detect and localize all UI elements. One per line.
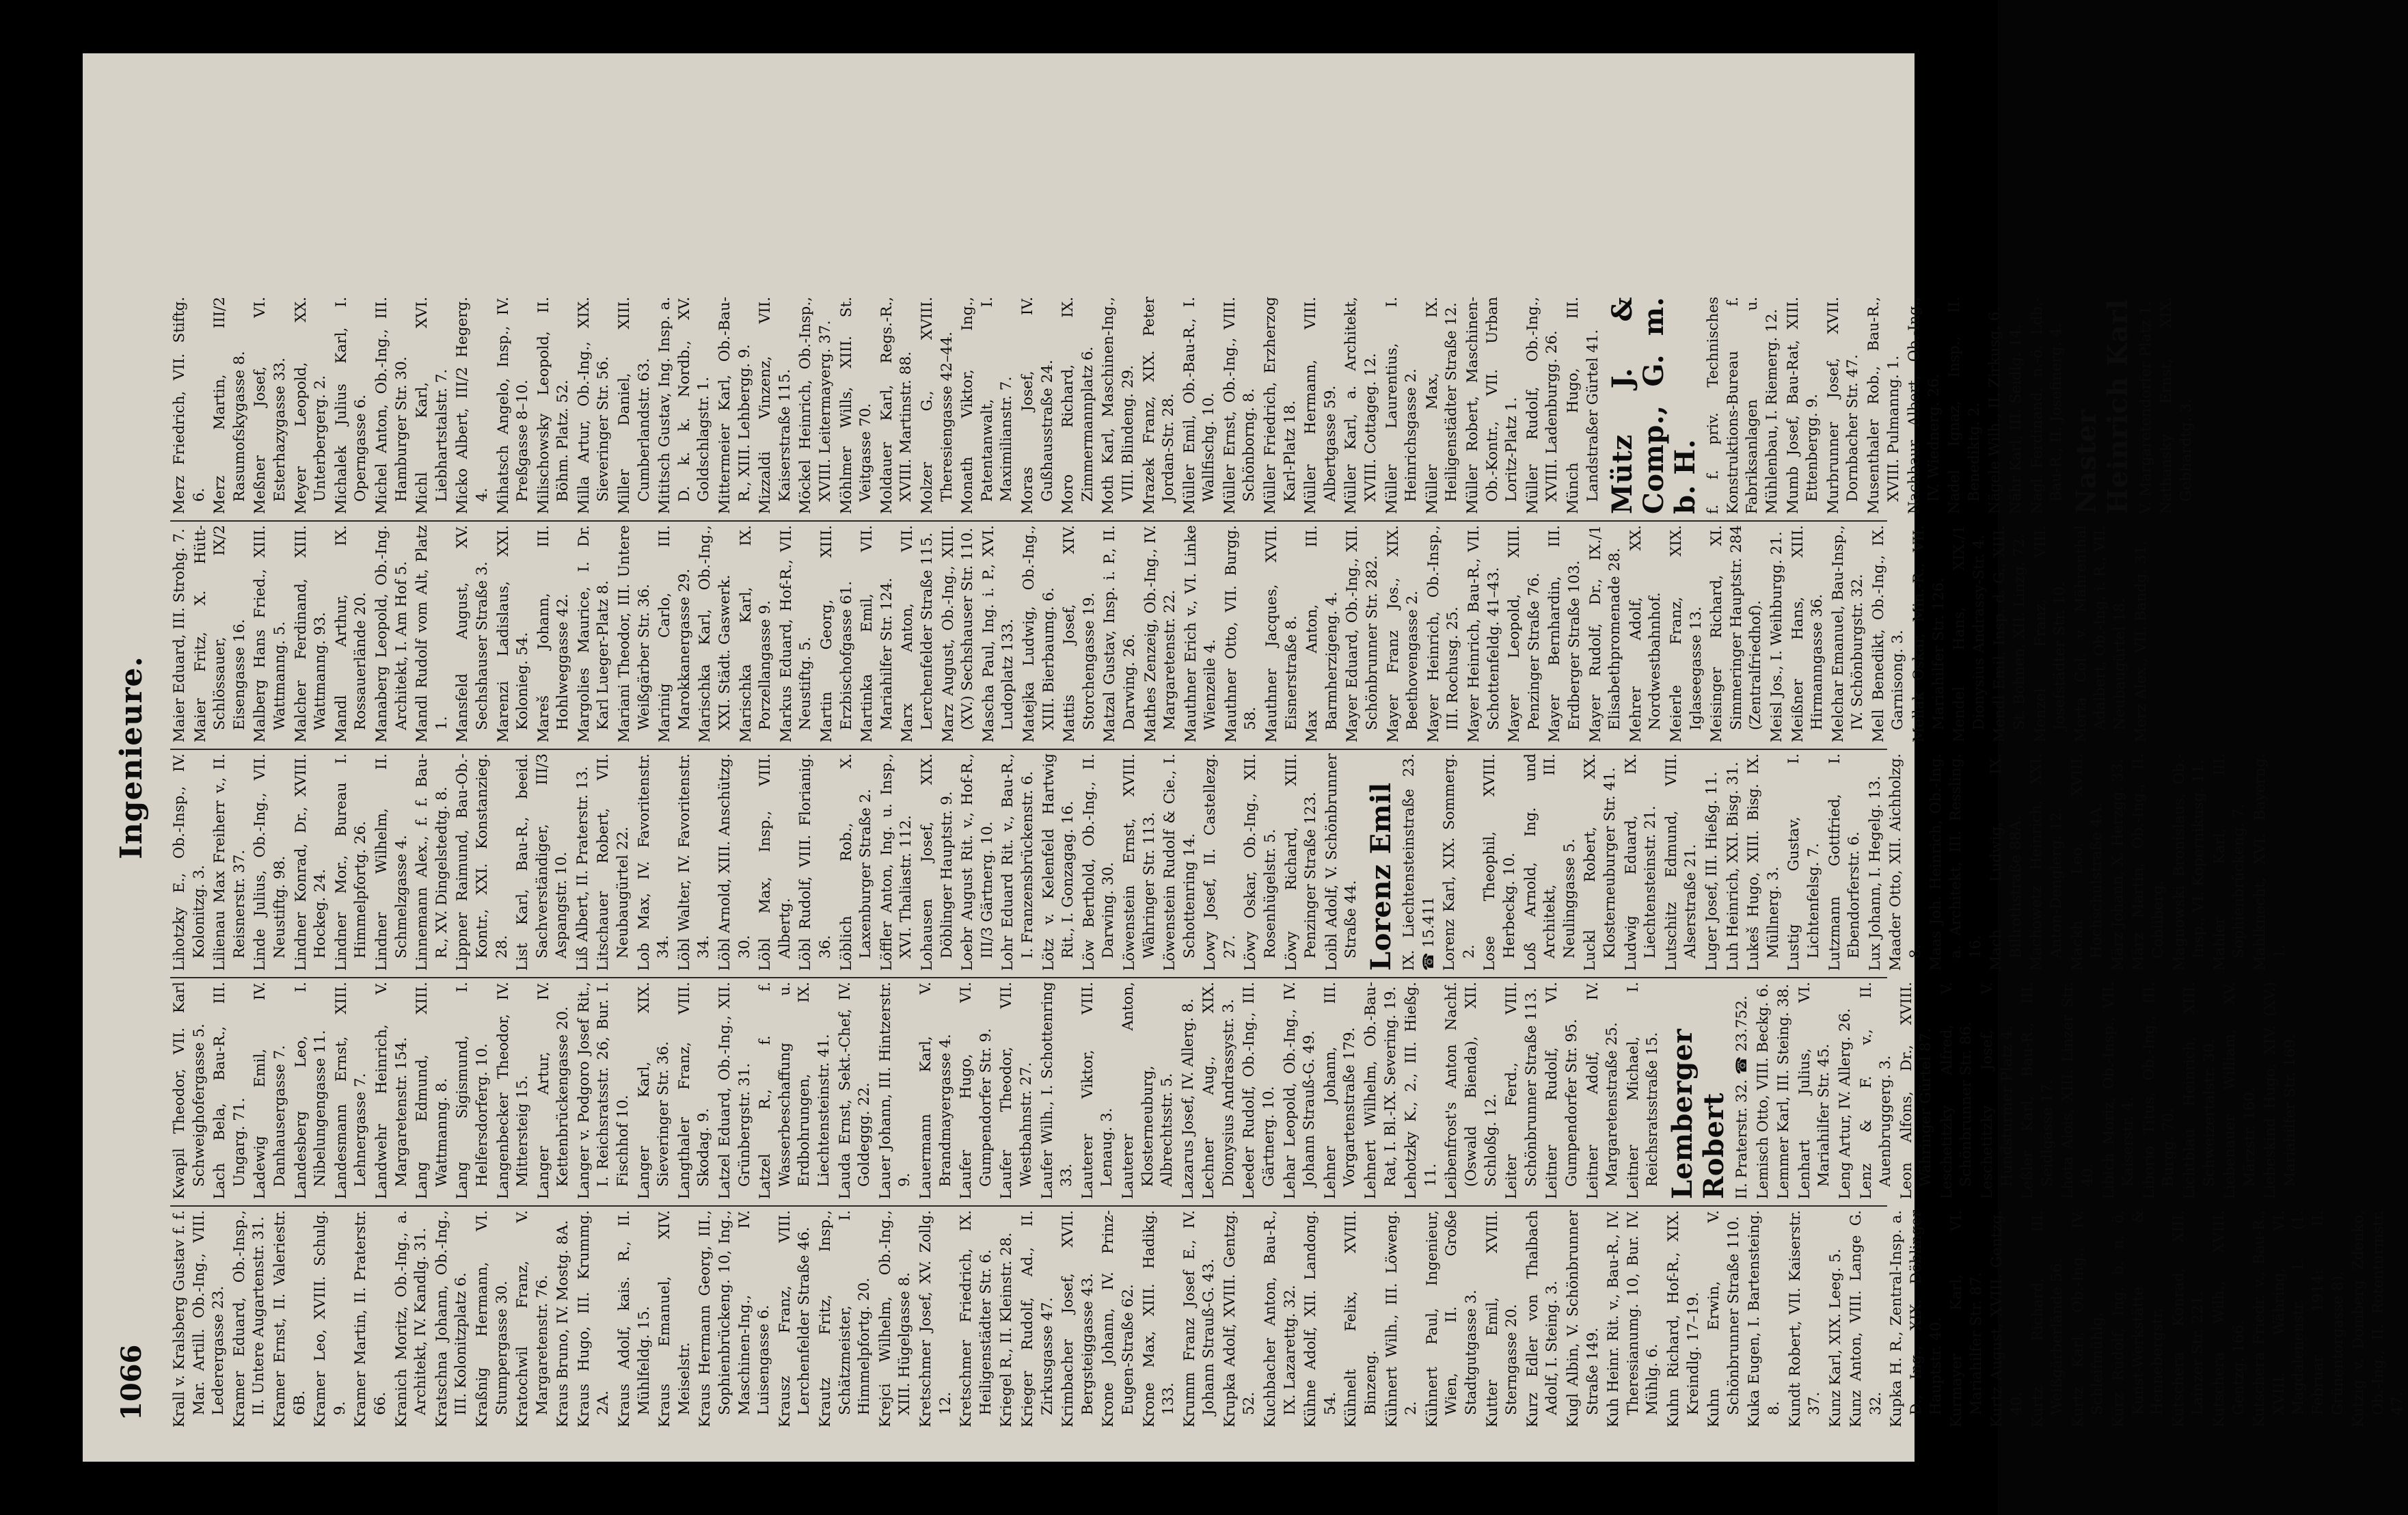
- directory-entry: Lux Johann, I. Hegelg. 13.: [1866, 775, 1884, 971]
- directory-entry: Müller Rudolf, Ob.-Ing., XVIII. Ladenburgg. 26.: [1524, 297, 1561, 514]
- directory-entry: Kurtz Richard, III. Weißgärberlände 56.: [2029, 1210, 2066, 1427]
- directory-entry: Löw Berthold, Ob.-Ing., II. Darwing. 30.: [1080, 753, 1118, 971]
- directory-entry: Löwy Oskar, Ob.-Ing., XII. Rosenhügelstr. 5.: [1242, 753, 1280, 971]
- directory-entry: Laufer Hugo, VI. Gumpendorfer Str. 9.: [958, 982, 995, 1199]
- directory-entry: Lutschitz Edmund, VIII. Alserstraße 21.: [1662, 753, 1700, 971]
- directory-entry: Kramer Martin, II. Praterstr. 66.: [352, 1210, 389, 1427]
- directory-entry: Mariani Theodor, III. Untere Weißgärber Str. 36.: [616, 525, 653, 742]
- directory-entry: Mell Benedikt, Ob.-Ing., IX. Garnisong. 3.: [1869, 525, 1907, 742]
- page-header: [109, 94, 157, 1421]
- directory-entry: Lowy Josef, II. Castellezg. 27.: [1202, 753, 1239, 971]
- directory-entry: Monath Viktor, Ing., Patentanwalt, I. Maximilianstr. 7.: [959, 297, 1016, 514]
- directory-entry: Matejka Ludwig, Ob.-Ing., XIII. Bierbaumg. 6.: [1020, 525, 1057, 742]
- directory-entry: Meisl Jos., I. Weihburgg. 21.: [1768, 531, 1785, 742]
- directory-entry: Latzel Eduard, Ob.-Ing., XII. Grünbergstr. 31.: [716, 982, 753, 1199]
- directory-entry: Loibl Adolf, V. Schönbrunner Straße 44.: [1323, 753, 1360, 971]
- directory-entry: Manaberg Leopold, Ob.-Ing. Architekt, I. Am Hof 5.: [373, 525, 410, 742]
- directory-entry: Maier Fritz, X. Hütt-Schlössauer, IX/2 Eisengasse 16.: [191, 525, 248, 742]
- directory-entry: Lach Bela, Bau-R., III. Ungarg. 71.: [211, 982, 248, 1199]
- directory-entry: Nadel Ignaz, Insp., II. Benediktg. 2.: [1946, 297, 1983, 514]
- directory-entry: Mayer Franz Jos., XIX. Beethovengasse 2.: [1384, 525, 1422, 742]
- directory-entry: Meyer Leopold, XX. Unterbergerg. 2.: [292, 297, 329, 514]
- directory-entry: Löffler Anton, Ing. u. Insp., XVI. Thaliastr. 112.: [878, 753, 915, 971]
- directory-entry: Luh Heinrich, XXI. Bisg. 31.: [1724, 762, 1742, 971]
- directory-entry: Langer Artur, IV. Kettenbrückengasse 20.: [535, 982, 572, 1199]
- directory-entry: Lehotzky K., 2., III. Hießg. 11.: [1403, 982, 1439, 1199]
- advertisement-name: Naster Heinrich Karl: [2070, 299, 2134, 514]
- directory-entry: Mayer Leopold, XIII. Penzinger Straße 76.: [1506, 525, 1543, 742]
- directory-entry: Molzer G., XVIII. Theresiengasse 42–44.: [918, 297, 956, 514]
- advertisement-name: Mütz J. & Comp., G. m. b. H.: [1606, 297, 1702, 514]
- directory-entry: Krausz Franz, VIII. Lerchenfelder Straße 46.: [776, 1210, 813, 1427]
- directory-entry: Krejci Wilhelm, Ob.-Ing., XIII. Hügelgasse 8.: [876, 1210, 914, 1427]
- directory-entry: Machowetz Heinrich, XXI. Anton-Denglerg. 12.: [2028, 753, 2066, 971]
- directory-entry: Mittermeier Karl, Ob.-Bau-R., XIII. Lehbergg. 9.: [716, 297, 753, 514]
- directory-entry: Loß Arnold, Ing. und Architekt, III. Neulinggasse 5.: [1521, 753, 1578, 971]
- directory-entry: Kranich Moritz, Ob.-Ing., a. Architekt, IV. Kandlg. 31.: [392, 1210, 430, 1427]
- page-number: 1066: [116, 1344, 148, 1421]
- directory-entry: Krimbacher Josef, XVII. Bergsteiggasse 43.: [1059, 1210, 1096, 1427]
- directory-page: [83, 53, 2407, 1462]
- directory-entry: Landesmann Ernst, XIII. Lehnergasse 7.: [332, 982, 370, 1199]
- directory-entry: Mumb Josef, Bau-Rat, XIII. Ettenbergg. 9.: [1784, 297, 1822, 514]
- directory-entry: Kramer Ernst, II. Valeriestr. 6B.: [271, 1210, 308, 1427]
- directory-entry: Müller Ernst, Ob.-Ing., VIII. Schönborng. 8.: [1221, 297, 1258, 514]
- directory-entry: Leibenfrost's Anton Nachf. (Oswald Bienda), XII. Schloßg. 12.: [1443, 982, 1500, 1199]
- directory-entry: Lemisch Otto, VIII. Beckg. 6.: [1754, 983, 1772, 1199]
- directory-entry: Kutschera Konrad, XIII. Lainzer Str. 221.: [2169, 1210, 2207, 1427]
- directory-entry: Krall v. Kralsberg Gustav f. f. Mar. Artill. Ob.-Ing., VIII. Lederergasse 23.: [171, 1210, 228, 1427]
- directory-entry: Kühnelt Felix, XVIII. Binzeng.: [1342, 1210, 1380, 1427]
- directory-entry: Linde Julius, Ob.-Ing., VII. Neustiftg. 98.: [252, 753, 288, 971]
- directory-entry: Mendl Emil, Insp. d. G., XIII. St. Bohnen, XII. Linzg. 72.: [1991, 525, 2029, 742]
- directory-entry: Lindner Wilhelm, II. Schmelzgasse 4.: [373, 753, 410, 971]
- directory-entry: Mahlknecht, XVI. Bayerng. 1.: [2251, 753, 2288, 971]
- directory-entry: Löwy Richard, XIII. Penzinger Straße 123.: [1282, 753, 1320, 971]
- directory-entry: Krone Johann, IV. Prinz-Eugen-Straße 62.: [1100, 1210, 1137, 1427]
- directory-column-1: [170, 1210, 2407, 1427]
- directory-entry: Kurz Edler von Thalbach Adolf, I. Steing. 3.: [1524, 1210, 1561, 1427]
- directory-entry: Löwenstein Rudolf & Cie., I. Schottenring 14.: [1161, 753, 1198, 971]
- directory-entry: Kuchbacher Anton, Bau-R., IX. Lazarettg. 32.: [1262, 1210, 1299, 1427]
- directory-entry: Luckl Robert, XX. Klosterneuburger Str. 41.: [1582, 753, 1619, 971]
- directory-entry: Lippner Raimund, Bau-Ob.-Kontr., XXI. Konstanzieg. 28.: [454, 753, 511, 971]
- directory-entry: Leng Artur, IV. Allerg. 26.: [1836, 1008, 1854, 1199]
- directory-entry: Mendel Hans, XIX./1 Dionysius Andrassy-Str. 4.: [1951, 525, 1988, 742]
- directory-entry: Nagl Ferdinand, n.-ö. Ldb.-Bau-R., II. Josefinerg. 4.: [2028, 297, 2066, 514]
- directory-entry: Maader Otto, XII. Aichholzg. 8.: [1887, 753, 1924, 971]
- directory-entry: Maier Eduard, III. Strohg. 7.: [171, 528, 188, 742]
- directory-entry: Lhota Alois, XIII. Linzer Str. 40.: [2059, 982, 2097, 1199]
- directory-entry: Lohausen Josef, XIX. Döblinger Hauptstr. 9.: [918, 753, 956, 971]
- directory-entry: Kratochwil Franz, V. Margaretenstr. 76.: [514, 1210, 551, 1427]
- directory-entry: Mayer Bernhardin, III. Erdberger Straße 103.: [1546, 525, 1583, 742]
- directory-entry: Marischka Karl, Ob.-Ing., XXI. Städt. Gaswerk.: [696, 525, 734, 742]
- directory-entry: Meierle Franz, XIX. Iglaseegasse 13.: [1667, 525, 1705, 742]
- directory-entry: Litschauer Robert, VII. Neubaugürtel 22.: [595, 753, 632, 971]
- directory-entry: Loebr August Rit. v., Hof-R., III/3 Gärtnerg. 10.: [959, 753, 996, 971]
- directory-entry: Kramer Leo, XVIII. Schulg. 9.: [312, 1210, 349, 1427]
- directory-entry: Kutzig v. Domberg Zdenko, Ob.-Ing., II. Rotenturmstr. 47.: [2350, 1210, 2407, 1427]
- directory-entry: f. f. priv. Technisches Konstruktions-Bureau f. Fabriksanlagen u. Mühlenbau, I. Riemerg. 12.: [1705, 297, 1781, 514]
- directory-entry: Leon Alfons, Dr., XVIII. Währinger Gürtel 87.: [1897, 982, 1935, 1199]
- directory-entry: Markus Eduard, Hof-R., VII. Neustiftg. 5.: [777, 525, 815, 742]
- directory-entry: Kuhn Erwin, V. Schönbrunner Straße 110.: [1705, 1210, 1742, 1427]
- directory-entry: Kraus Emanuel, XIV. Meiselstr.: [656, 1210, 693, 1427]
- directory-entry: Marx Anton, VII. Lerchenfelder Straße 115.: [899, 525, 936, 742]
- directory-entry: Kutschera Wilh., XVIII. Gentzg. 166.: [2210, 1210, 2247, 1427]
- directory-entry: Lauterer Viktor, VIII. Lenaug. 3.: [1079, 982, 1116, 1199]
- directory-entry: Kratschna Johann, Ob.-Ing., III. Kolonitzplatz 6.: [433, 1210, 470, 1427]
- column-divider: [170, 977, 1887, 978]
- directory-entry: Kühne Adolf, XII. Landong. 54.: [1302, 1210, 1339, 1427]
- directory-entry: Merz Alex., VII. Bandg. 31.: [2132, 541, 2150, 742]
- directory-entry: Kraßnig Hermann, VI. Stumpergasse 30.: [473, 1210, 511, 1427]
- directory-entry: Mauthner Otto, VII. Burgg. 58.: [1222, 525, 1260, 742]
- directory-entry: Kramer Eduard, Ob.-Insp., II. Untere Augartenstr. 31.: [230, 1210, 268, 1427]
- directory-entry: Lihotzky E., Ob.-Insp., IV. Kolonitzg. 3.: [171, 753, 208, 971]
- directory-entry: Kurz Rudolf, Ing. b. n. ö. Kunst-Werkstätte & Hennebergstr.: [2110, 1210, 2167, 1427]
- directory-entry: Kretschmer Friedrich, IX. Heiligenstädter Str. 6.: [958, 1210, 995, 1427]
- page-heading: Ingenieure.: [114, 656, 149, 859]
- column-divider: [170, 1205, 1887, 1207]
- directory-entry: Langer Karl, XIX. Sieveringer Str. 36.: [635, 982, 673, 1199]
- directory-entry: Mahler Karl, III. Sophienbrückeng. 7.: [2210, 753, 2248, 971]
- directory-entry: Latzel R., f. f. Wasserbeschaffung u. Erdbohrungen, IX. Liechtensteinstr. 41.: [757, 982, 833, 1199]
- directory-entry: Kunz Anton, VIII. Lange G. 32.: [1848, 1210, 1884, 1427]
- directory-entry: Mauthner Jacques, XVII. Eisnerstraße 8.: [1263, 525, 1300, 742]
- directory-entry: Liebeskind Hugo, XIV. (XV.) Mariahilfer Str. 169.: [2262, 982, 2299, 1199]
- directory-entry: Kupka H. R., Zentral-Insp. a. D., Ing., XIX. Döblinger Hauptstr. 40.: [1888, 1210, 1945, 1427]
- directory-entry: Meißner Hans, XIII. Hirmanngasse 36.: [1789, 525, 1826, 742]
- directory-entry: Krupka Adolf, XVIII. Gentzg. 52.: [1221, 1210, 1258, 1427]
- directory-entry: Moro Richard, IX. Zimmermannplatz 6.: [1059, 297, 1096, 514]
- directory-column-3: [170, 753, 2288, 971]
- directory-entry: Moldauer Karl, Regs.-R., XVIII. Martinstr. 88.: [878, 297, 915, 514]
- directory-entry: Kühnert Wilh., III. Löweng. 2.: [1383, 1210, 1420, 1427]
- directory-column-2: [170, 982, 2299, 1199]
- column-divider: [170, 520, 1887, 522]
- directory-entry: Magnowski Bronislaus, Ob.-Insp., VI. Kopernikusg. 11.: [2170, 753, 2208, 971]
- directory-entry: Lohr Eduard Rit. v., Bau-R., I. Franzensbrückenstr. 6.: [999, 753, 1036, 971]
- directory-entry: Landwehr Heinrich, V. Margaretenstr. 154.: [373, 982, 410, 1199]
- directory-entry: Krieger Rudolf, Ad., II. Zirkusgasse 47.: [1018, 1210, 1056, 1427]
- directory-entry: Mihatsch Angelo, Insp., IV. Preßgasse 8–10.: [494, 297, 532, 514]
- directory-entry: V. Margaretendorfer Platz 1.: [2137, 301, 2154, 514]
- directory-entry: Kurmayer Karl, VI. Mariahilfer Str. 87.: [1948, 1210, 1985, 1427]
- directory-entry: II. Praterstr. 32. ☎ 23.752.: [1733, 995, 1750, 1199]
- directory-entry: Mayer Heinrich, Ob.-Insp., III. Rochusg. 25.: [1424, 525, 1462, 742]
- column-divider: [170, 749, 1887, 750]
- directory-entry: Kunz Karl, XIX. Leeg. 5.: [1826, 1248, 1844, 1427]
- directory-entry: Müller Karl, a. Architekt, XVIII. Cottageg. 12.: [1342, 297, 1380, 514]
- directory-entry: Kwapil Theodor, VII. Karl Schweighofergasse 5.: [171, 982, 208, 1199]
- directory-entry: Ladewig Emil, IV. Danhausergasse 7.: [252, 982, 288, 1199]
- directory-column-4: [170, 525, 2150, 742]
- directory-entry: Mandl Rudolf vom Alt, Platz 1.: [414, 525, 450, 742]
- directory-entry: Lazarus Josef, IV. Allerg. 8.: [1179, 998, 1197, 1199]
- directory-entry: Lang Edmund, XIII. Wattmanng. 8.: [414, 982, 450, 1199]
- directory-entry: Miller Daniel, XIII. Cumberlandstr. 63.: [616, 297, 653, 514]
- advertisement-name: Lorenz Emil: [1365, 782, 1398, 971]
- directory-entry: März Martin, Ob.-Ing., II. Cobliberg.: [2130, 753, 2167, 971]
- directory-entry: Löbl Arnold, XIII. Anschützg. 30.: [716, 753, 753, 971]
- directory-entry: Laufer Wilh., I. Schottenring 33.: [1038, 982, 1076, 1199]
- directory-entry: Marinig Carlo, III. Marokkanergasse 29.: [656, 525, 693, 742]
- directory-entry: Möckel Heinrich, Ob.-Insp., XVIII. Leitermayerg. 37.: [797, 297, 834, 514]
- directory-entry: Mititsch Gustav, Ing. Insp. a. D. k. k. Nordb., XV. Goldschlagstr. 1.: [656, 297, 713, 514]
- directory-entry: Leitner Adolf, IV. Margaretenstraße 25.: [1584, 982, 1621, 1199]
- directory-entry: Nachbaur Albert, Ob.-Ing., IV. Wiednerg. 26.: [1906, 297, 1943, 514]
- directory-entry: Lob Max, IV. Favoritenstr. 34.: [635, 753, 673, 971]
- directory-entry: Martin Georg, XIII. Erzbischofgasse 61.: [818, 525, 855, 742]
- directory-entry: Kraus Hugo, III. Krummg. 2A.: [575, 1210, 612, 1427]
- directory-entry: Krone Max, XIII. Hadikg. 133.: [1140, 1210, 1178, 1427]
- directory-entry: Lustig Gustav, I. Lichtenfelsg. 7.: [1785, 753, 1822, 971]
- directory-entry: Mellak Oskar, Min.-R., VII. Mariahilfer Str. 126.: [1910, 525, 1947, 742]
- directory-entry: Löbl Walter, IV. Favoritenstr. 34.: [675, 753, 713, 971]
- directory-entry: Michl Karl, XVI. Liebhartstalstr. 7.: [414, 297, 450, 514]
- directory-entry: Mizzaldi Vinzenz, VII. Kaiserstraße 115.: [757, 297, 794, 514]
- directory-entry: Maas Joh. Heinrich, Ob.-Ing. a. Architekt, III. Ressling. 16.: [1927, 753, 1984, 971]
- directory-entry: Merz Friedrich, VII. Stiftg. 6.: [171, 297, 208, 514]
- directory-entry: Krautz Fritz, Insp., Schätzmeister, I. Himmelpfortg. 20.: [817, 1210, 874, 1427]
- directory-entry: Mareš Johann, III. Hohlweggasse 42.: [535, 525, 572, 742]
- directory-entry: Lauterer Anton, Klosterneuburg, Albrechtsstr. 5.: [1119, 982, 1176, 1199]
- directory-entry: Martinka Emil, VII. Mariahilfer Str. 124.: [858, 525, 895, 742]
- directory-entry: Kundt Robert, VII. Kaiserstr. 37.: [1786, 1210, 1824, 1427]
- directory-entry: Landesberg Leo, I. Nibelungengasse 11.: [292, 982, 329, 1199]
- directory-entry: Kühnert Paul, Ingenieur, Wien, II. Große Stadtgutgasse 3.: [1423, 1210, 1480, 1427]
- directory-entry: Kutter Emil, XVIII. Sterngasse 20.: [1483, 1210, 1521, 1427]
- directory-entry: Kraus Adolf, kais. R., II. Mühlfeldg. 15.: [616, 1210, 653, 1427]
- directory-entry: Mansfeld August, XV. Sechshauser Straße 3.: [454, 525, 491, 742]
- directory-entry: Meisinger Richard, XI. Simmeringer Hauptstr. 284 (Zentralfriedhof).: [1708, 525, 1765, 742]
- directory-entry: Mauthner Erich v., VI. Linke Wienzeile 4.: [1182, 525, 1219, 742]
- directory-entry: Liß Albert, II. Praterstr. 13.: [573, 766, 591, 971]
- directory-entry: Lemmer Karl, III. Steing. 38.: [1775, 984, 1793, 1199]
- directory-entry: Müller Emil, Ob.-Bau-R., I. Wallfischg. 10.: [1180, 297, 1218, 514]
- directory-entry: Musenthaler Rob., Bau-R., XVIII. Pulmanng. 1.: [1865, 297, 1902, 514]
- directory-entry: Müller Laurentius, I. Heinrichsgasse 2.: [1383, 297, 1420, 514]
- directory-entry: Kraus Bruno, IV. Mostg. 8A.: [554, 1220, 572, 1427]
- directory-entry: Leeder Rudolf, Ob.-Ing., III. Gärtnerg. 10.: [1241, 982, 1278, 1199]
- directory-entry: Lenhart Julius, VI. Mariahilfer Str. 45.: [1796, 982, 1833, 1199]
- directory-entry: Kutschera Friedr. v., Bau-R., XVIII. Währing, VI. Magdalenenstr. 1. (1. Februar 1914: II. Grünentorgasse 8).: [2251, 1210, 2346, 1427]
- directory-entry: Löwenstein Ernst, XVIII. Währinger Str. 113.: [1120, 753, 1158, 971]
- directory-entry: Leitner Michael, I. Reichsratsstraße 15.: [1624, 982, 1662, 1199]
- directory-entry: Kretschmer Josef, XV. Zollg. 12.: [917, 1210, 954, 1427]
- directory-entry: Moth Karl, Maschinen-Ing., VIII. Blindeng. 29.: [1100, 297, 1137, 514]
- directory-entry: Mach Ludwig, IX. Billrothstraße 88A.: [1988, 753, 2025, 971]
- directory-entry: Malcher Ferdinand, XIII. Wattmanng. 93.: [292, 525, 329, 742]
- directory-entry: Lehner Johann, III. Vorgartenstraße 179.: [1321, 982, 1359, 1199]
- directory-entry: Luger Josef, III. Hießg. 11.: [1703, 771, 1720, 971]
- directory-entry: Marischka Karl, IX. Porzellangasse 9.: [737, 525, 774, 742]
- directory-entry: Michalek Julius Karl, I. Operngasse 6.: [332, 297, 370, 514]
- directory-entry: Kuh Heinr. Rit. v., Bau-R., IV. Theresianumg. 10, Bur. IV. Mühlg. 6.: [1605, 1210, 1662, 1427]
- directory-entry: Marenzi Ladislaus, XXI. Kolonieg. 54.: [494, 525, 532, 742]
- directory-entry: Libich Moriz, Ob.-Insp., VII. Kaiserstr. 4.: [2100, 982, 2137, 1199]
- directory-entry: Mackh Leo, XVIII. Hochschulstraße 4A.: [2068, 753, 2106, 971]
- directory-entry: Löblich Rob., X. Laxenburger Straße 2.: [837, 753, 875, 971]
- advertisement-name: Lemberger Robert: [1666, 1028, 1730, 1199]
- directory-entry: Lauermann Karl, V. Brandmayergasse 4.: [917, 982, 954, 1199]
- directory-entry: Mathes Zenzeig, Ob.-Ing., IV. Margaretenstr. 22.: [1141, 525, 1179, 742]
- directory-entry: Möhlmer Wills, XIII. St. Veitgasse 70.: [837, 297, 875, 514]
- directory-entry: März Johann, X. Herzgg. 33.: [2109, 758, 2126, 971]
- directory-entry: Kugl Albin, V. Schönbrunner Straße 149.: [1564, 1210, 1601, 1427]
- directory-entry: Kurtz Karl, Ob.-Ing., IV. Schleifmühlg.: [2069, 1210, 2107, 1427]
- directory-entry: Lenz & F. v., II. Auenbruggerg. 3.: [1857, 982, 1895, 1199]
- directory-entry: Leschetitzky Josef, V. Hundsturmer Platz 4.: [1979, 982, 2016, 1199]
- directory-entry: Lechner Aug., XIX. Dionysius Andrassystr. 3.: [1200, 982, 1237, 1199]
- directory-entry: Liborio Titus, Ob.-Ing., III. Burgg. 70.: [2140, 982, 2178, 1199]
- directory-entry: Moras Josef, IV. Gußhausstraße 24.: [1018, 297, 1056, 514]
- directory-entry: Micko Albert, III/2 Hegerg. 4.: [454, 297, 491, 514]
- directory-entry: Müller Max, IX. Heiligenstädter Straße 12.: [1423, 297, 1461, 514]
- directory-entry: Mayer Heinrich, Bau-R., VII. Schottenfeldg. 41–43.: [1465, 525, 1502, 742]
- directory-entry: Mascha Paul, Ing. i. P., XVI. Ludoplatz 133.: [979, 525, 1017, 742]
- directory-entry: Milla Artur, Ob.-Ing., XIX. Sieveringer Str. 56.: [575, 297, 612, 514]
- directory-entry: Nägele Wilh., II. Zirkusg. 6.: [1986, 307, 2004, 514]
- directory-entry: Lindner Konrad, Dr., XVIII. Hockeg. 24.: [292, 753, 329, 971]
- directory-entry: Leiter Ferd., VIII. Schönbrunner Straße 113.: [1503, 982, 1540, 1199]
- directory-entry: Lauda Ernst, Sekt.-Chef, IV. Goldeggg. 22.: [836, 982, 874, 1199]
- directory-entry: Linnemann Alex., f. f. Bau-R., XV. Dingelstedtg. 8.: [414, 753, 450, 971]
- directory-entry: Meßner Josef, VI. Esterhazygasse 33.: [252, 297, 288, 514]
- directory-entry: Mandl Arthur, IX. Rossauerlände 20.: [332, 525, 370, 742]
- directory-entry: Merta Col. v. Mährenthal Adalbert, Ob.-Ing. i. R., VII. Neubaugürtel 18.: [2072, 525, 2128, 742]
- directory-entry: Lehar Leopold, Ob.-Ing., IV. Johann Strauß-G. 49.: [1281, 982, 1318, 1199]
- directory-entry: List Karl, Bau-R., beeid. Sachverständiger, III/3 Aspangstr. 10.: [514, 753, 571, 971]
- directory-column-5: [170, 297, 2195, 514]
- directory-entry: Krumm Franz Josef E., IV. Johann Strauß-G. 43.: [1180, 1210, 1218, 1427]
- directory-entry: Nathansky Ernst, XIX. Gebhardtg. 3.: [2158, 297, 2195, 514]
- directory-entry: Löbl Max, Insp., VIII. Albertg.: [757, 753, 794, 971]
- directory-entry: Mattis Josef, XIV. Storchengasse 19.: [1061, 525, 1098, 742]
- directory-entry: Lindner Mor., Bureau I. Himmelpfortg. 26.: [332, 753, 370, 971]
- directory-entry: Leitner Rudolf, VI. Gumpendorfer Str. 95.: [1543, 982, 1580, 1199]
- directory-entry: Kraus Hermann Georg, III., Sophienbrückeng. 10, Ing., Maschinen-Ing., IV. Luisengasse 6.: [696, 1210, 773, 1427]
- directory-entry: Kriegel R., II. Kleinstr. 28.: [998, 1232, 1016, 1427]
- directory-entry: Michel Anton, Ob.-Ing., III. Hamburger Str. 30.: [373, 297, 410, 514]
- directory-entry: Müller Hermann, VIII. Albertgasse 59.: [1302, 297, 1339, 514]
- directory-entry: Mayer Eduard, Ob.-Ing., XII. Schönbrunner Str. 282.: [1344, 525, 1381, 742]
- directory-entry: Mayer Rudolf, Dr., IX./1 Elisabethpromenade 28.: [1586, 525, 1624, 742]
- directory-entry: Müller Friedrich, Erzherzog Karl-Platz 18.: [1262, 297, 1299, 514]
- directory-entry: Lötz v. Kelenfeld Hartwig Rit., I. Gonzagag. 16.: [1040, 753, 1077, 971]
- directory-entry: Langenbecker Theodor, IV. Mittersteig 15.: [494, 982, 532, 1199]
- directory-entry: Marz August, Ob.-Ing., XIII. (XV.) Sechshauser Str. 110.: [939, 525, 977, 742]
- directory-entry: Nähr Karl, III. Seidlg. 14.: [2007, 323, 2025, 514]
- directory-entry: Langthaler Franz, VIII. Skodag. 9.: [675, 982, 713, 1199]
- directory-entry: IX. Liechtensteinstraße 23. ☎ 15.411: [1401, 753, 1437, 971]
- directory-entry: Liebenauer William, XV. Märzstr. 160.: [2221, 982, 2258, 1199]
- directory-entry: Kuhn Richard, Hof-R., XIX. Kreindlg. 17–19.: [1664, 1210, 1702, 1427]
- directory-entry: Leschetitzky Alfred, V. Schönbrunner Str. 86.: [1938, 982, 1975, 1199]
- directory-entry: Murbrunner Josef, XVII. Dornbacher Str. 47.: [1824, 297, 1862, 514]
- directory-entry: Lorenz Karl, XIX. Sommerg. 2.: [1441, 753, 1478, 971]
- directory-entry: Mrazek Franz, XIX. Peter Jordan-Str. 28.: [1140, 297, 1178, 514]
- directory-entry: Kurtz August, XVIII. Gentzg. 40.: [1988, 1210, 2026, 1427]
- directory-entry: Merz Martin, III/2 Rasumofskygasse 8.: [211, 297, 248, 514]
- directory-entry: Kuka Eugen, I. Bartensteing. 8.: [1746, 1210, 1783, 1427]
- directory-entry: Milischowsky Leopold, II. Böhm. Platz. 52.: [535, 297, 572, 514]
- directory-entry: Lang Sigismund, I. Helfersdorferg. 10.: [454, 982, 491, 1199]
- directory-entry: Matzal Gustav, Insp. i. P., II. Darwing. 26.: [1101, 525, 1138, 742]
- directory-entry: Lauer Johann, III. Hintzerstr. 9.: [876, 982, 914, 1199]
- directory-entry: Lehnert Wilhelm, Ob.-Bau-Rat, I. Bl.-IX. Severing. 19.: [1362, 982, 1399, 1199]
- directory-entry: Mehrer Adolf, XX. Nordwestbahnhof.: [1627, 525, 1664, 742]
- directory-entry: Max Anton, III. Barmherzigeng. 4.: [1303, 525, 1340, 742]
- directory-entry: Leßler Karl, Bau-R., III. Seidlgasse 17.: [2019, 982, 2056, 1199]
- directory-entry: Lichtblau Heinrich, XIII. Schweizertalstr. 30.: [2181, 982, 2218, 1199]
- directory-entry: Langer v. Podgoro Josef Rit., I. Reichsratsstr. 26, Bur. I. Fischhof 10.: [575, 982, 632, 1199]
- directory-entry: Margolies Maurice, I. Dr. Karl Lueger-Platz 8.: [575, 525, 612, 742]
- directory-entry: Müller Robert, Maschinen-Ob.-Kontr., VII. Urban Loritz-Platz 1.: [1464, 297, 1521, 514]
- directory-entry: Melchar Emanuel, Bau-Insp., IV. Schönburgstr. 32.: [1829, 525, 1867, 742]
- directory-entry: Lose Theophil, XVIII. Herbeckg. 10.: [1481, 753, 1518, 971]
- directory-entry: Lukeš Hugo, XIII. Bisg. IX. Müllnerg. 3.: [1745, 753, 1782, 971]
- directory-entry: Malberg Hans Fried., XIII. Wattmanng. 5.: [252, 525, 288, 742]
- directory-entry: Lilienau Max Freiherr v., II. Reisnerstr. 37.: [211, 753, 248, 971]
- directory-entry: Münch Hugo, III. Landstraßer Gürtel 41.: [1564, 297, 1601, 514]
- directory-entry: Menzel Franz, VIII. Josefstädter Str. 10.: [2031, 525, 2069, 742]
- directory-entry: Laufer Theodor, VII. Westbahnstr. 27.: [998, 982, 1035, 1199]
- directory-entry: Lutzmann Gottfried, I. Ebendorferstr. 6.: [1826, 753, 1863, 971]
- directory-entry: Löbl Rudolf, VIII. Florianig. 36.: [797, 753, 834, 971]
- directory-entry: Ludwig Eduard, IX. Liechtensteinstr. 21.: [1622, 753, 1660, 971]
